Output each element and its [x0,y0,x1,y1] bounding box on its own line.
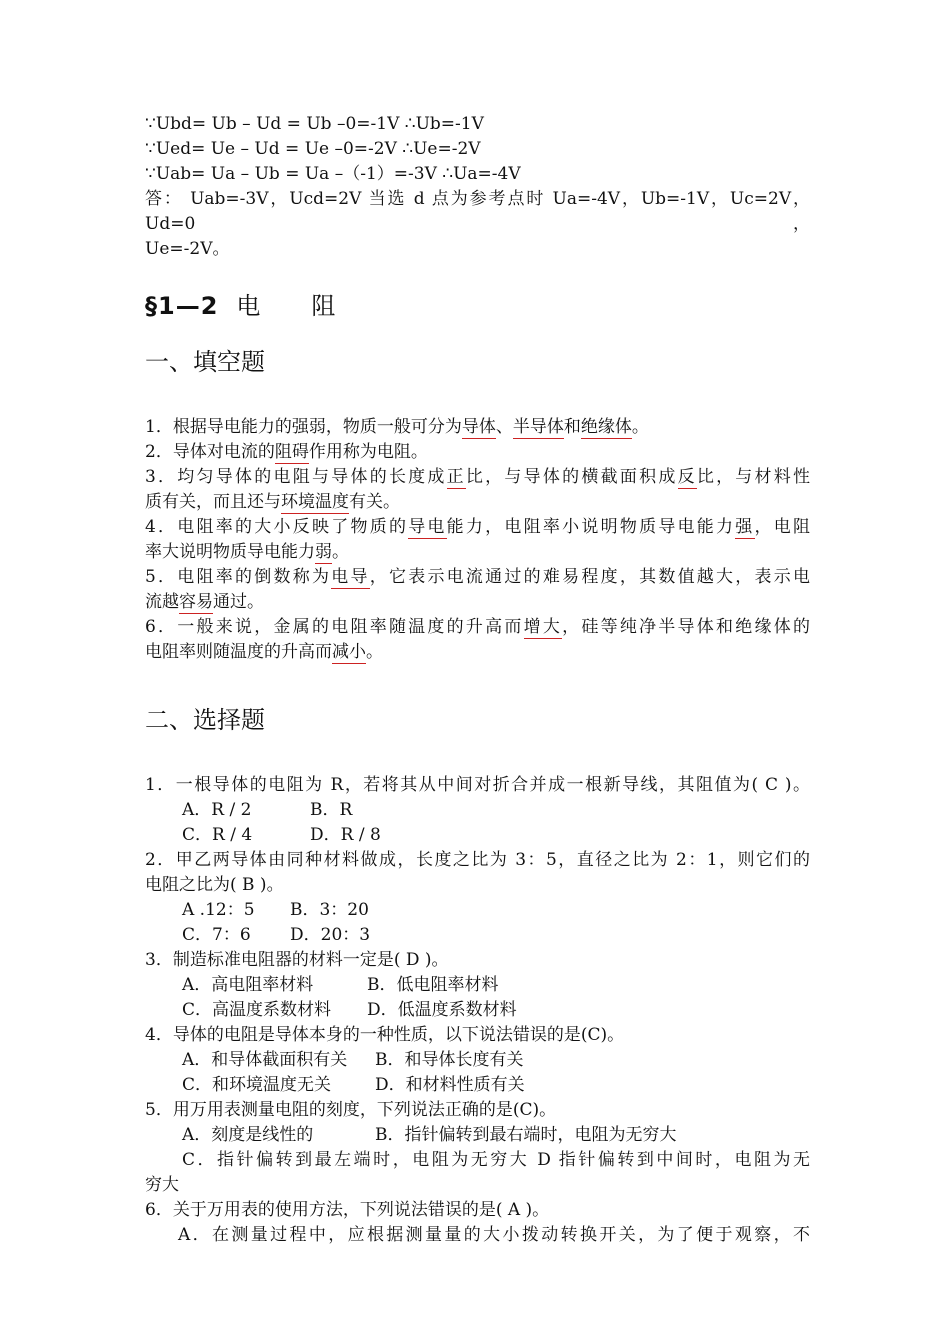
answer-blank: 正 [446,467,466,487]
answer-blank: 容易 [179,592,213,612]
answer-blank: 导电 [408,517,447,537]
document-page [145,112,810,1248]
answer-line: Ue=-2V。 [145,239,230,259]
choice-question-4: 4．导体的电阻是导体本身的一种性质，以下说法错误的是(C)。 [145,1025,625,1045]
answer-blank: 电导 [331,567,370,587]
choice-question-3: 3．制造标准电阻器的材料一定是( D )。 [145,950,449,970]
fill-question-3-cont: 质有关，而且还与环境温度有关。 [145,492,400,512]
fill-question-6-cont: 电阻率则随温度的升高而减小。 [145,642,383,662]
fill-question-5: 5．电阻率的倒数称为电导，它表示电流通过的难易程度，其数值越大，表示电 [145,567,811,587]
fill-question-4: 4．电阻率的大小反映了物质的导电能力，电阻率小说明物质导电能力强，电阻 [145,517,811,537]
answer-blank: 反 [677,467,697,487]
section-title [145,289,810,323]
fill-question-1: 1．根据导电能力的强弱，物质一般可分为导体、半导体和绝缘体。 [145,417,649,437]
section-title-char: 阻 [311,292,337,320]
section-number: §1—2 [145,292,219,320]
options-row: A．和导体截面积有关 B．和导体长度有关 [182,1050,524,1070]
options-row: C．高温度系数材料 D．低温度系数材料 [182,1000,517,1020]
answer-blank: 弱 [315,542,332,562]
answer-blank: 环境温度 [281,492,349,512]
answer-blank: 阻碍 [274,442,309,462]
answer-blank: 绝缘体 [580,417,632,437]
fill-question-5-cont: 流越容易通过。 [145,592,264,612]
choice-question-1: 1．一根导体的电阻为 R，若将其从中间对折合并成一根新导线，其阻值为( C )。 [145,775,810,795]
options-row: A．刻度是线性的 B．指针偏转到最右端时，电阻为无穷大 [182,1125,677,1145]
fill-question-3: 3．均匀导体的电阻与导体的长度成正比，与导体的横截面积成反比，与材料性 [145,467,811,487]
fill-question-4-cont: 率大说明物质导电能力弱。 [145,542,349,562]
equation-line: ∵Ued= Ue – Ud = Ue –0=-2V ∴Ue=-2V [145,139,481,159]
choice-question-5: 5．用万用表测量电阻的刻度，下列说法正确的是(C)。 [145,1100,557,1120]
answer-blank: 增大 [523,617,563,637]
options-row: A．R / 2 B．R [182,800,353,820]
choice-question-6: 6．关于万用表的使用方法，下列说法错误的是( A )。 [145,1200,550,1220]
answer-blank: 导体 [461,417,496,437]
fill-heading: 一、填空题 [145,348,265,376]
options-row: C．和环境温度无关 D．和材料性质有关 [182,1075,525,1095]
options-row: A．高电阻率材料 B．低电阻率材料 [182,975,499,995]
equation-line: ∵Ubd= Ub – Ud = Ub –0=-1V ∴Ub=-1V [145,114,484,134]
answer-blank: 减小 [332,642,366,662]
fill-question-2: 2．导体对电流的阻碍作用称为电阻。 [145,442,428,462]
options-row: C．指针偏转到最左端时，电阻为无穷大 D 指针偏转到中间时，电阻为无 [182,1150,810,1170]
answer-line: 答： Uab=-3V，Ucd=2V 当选 d 点为参考点时 Ua=-4V，Ub=-1V，Uc=2V，Ud=0， [145,189,810,234]
options-row: A .12：5 B．3：20 [182,900,369,920]
choice-question-2: 2．甲乙两导体由同种材料做成，长度之比为 3：5，直径之比为 2：1，则它们的 [145,850,810,870]
fill-question-6: 6．一般来说，金属的电阻率随温度的升高而增大，硅等纯净半导体和绝缘体的 [145,617,810,637]
equation-line: ∵Uab= Ua – Ub = Ua –（-1）=-3V ∴Ua=-4V [145,164,521,184]
options-row: C．7：6 D．20：3 [182,925,371,945]
choice-question-2-cont: 电阻之比为( B )。 [145,875,284,895]
answer-blank: 强 [735,517,755,537]
choice-heading: 二、选择题 [145,706,265,734]
answer-blank: 半导体 [512,417,564,437]
options-row: C．R / 4 D．R / 8 [182,825,381,845]
section-title-char: 电 [236,292,262,320]
options-row: A．在测量过程中，应根据测量量的大小拨动转换开关，为了便于观察，不 [178,1225,810,1245]
options-row-cont: 穷大 [145,1175,179,1195]
